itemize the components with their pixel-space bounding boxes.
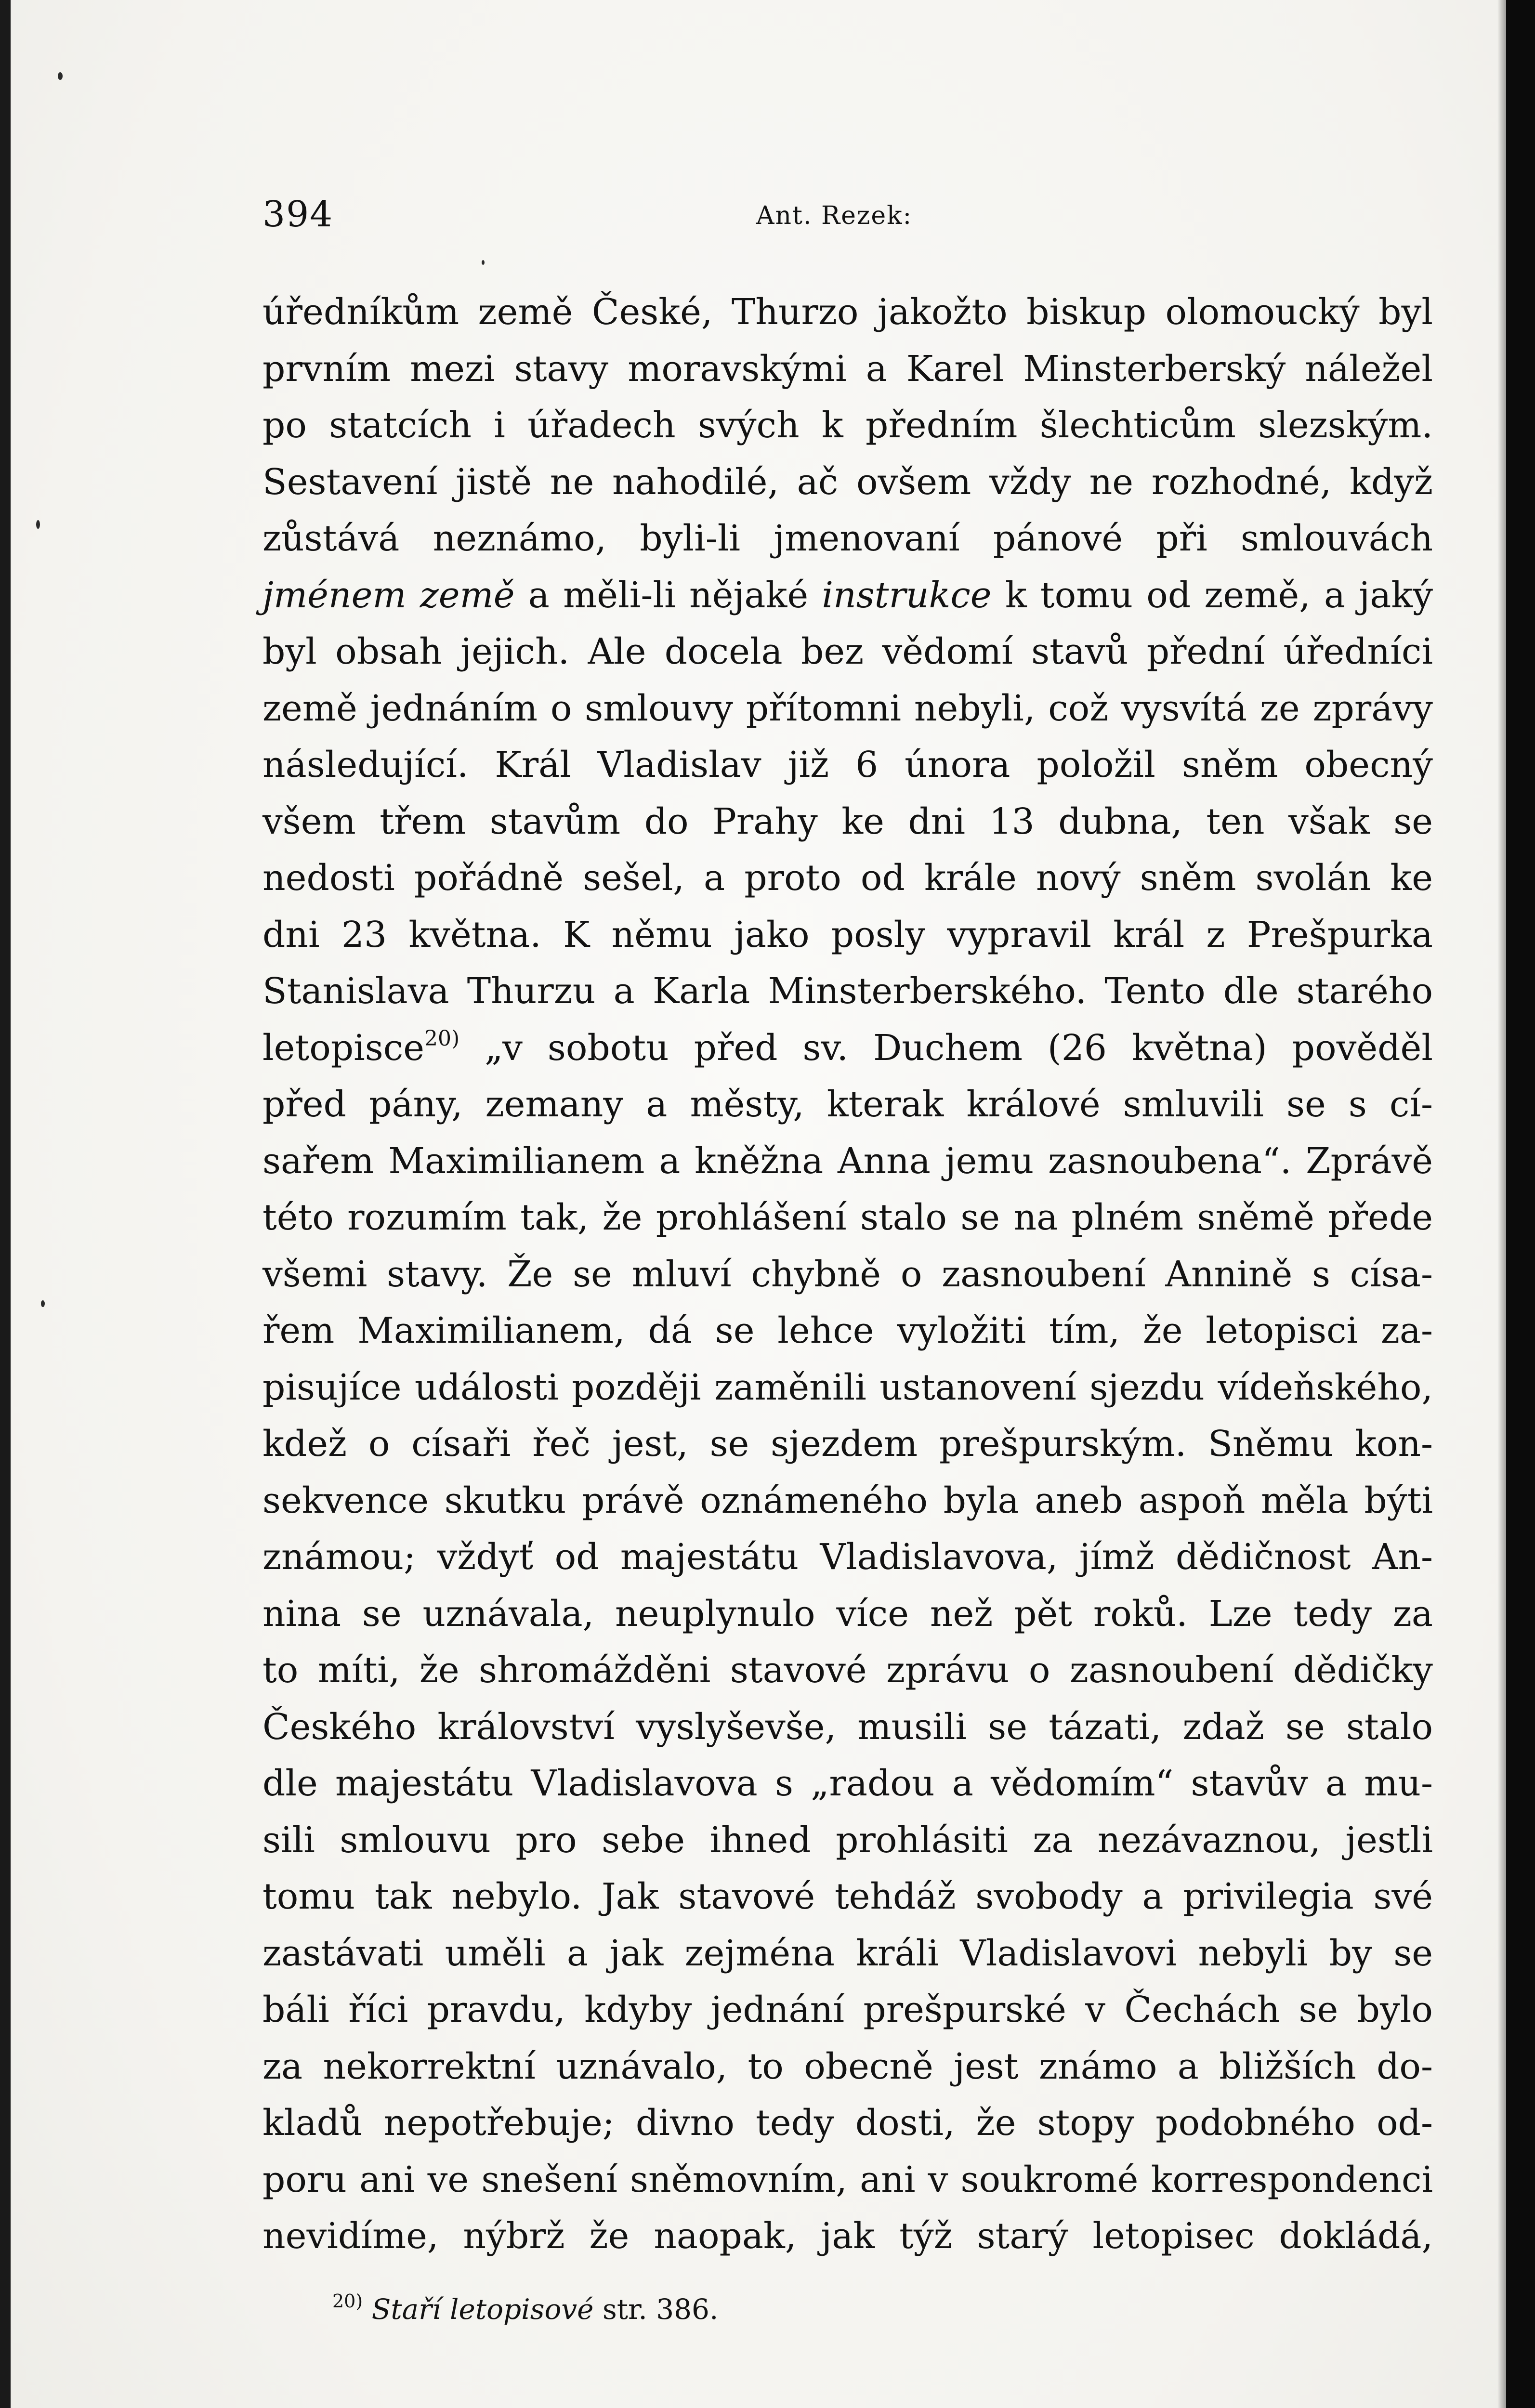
text-run: byl obsah jejich. Ale docela bez vědomí stavů přední úředníci (262, 631, 1433, 672)
text-run: dle majestátu Vladislavova s „radou a vědomím“ stavův a mu- (262, 1763, 1433, 1804)
text-run: úředníkům země České, Thurzo jakožto biskup olomoucký byl (262, 291, 1433, 333)
text-line (262, 1020, 1433, 1077)
text-run: všem třem stavům do Prahy ke dni 13 dubna, ten však se (262, 800, 1433, 842)
page-header (262, 190, 1433, 238)
text-run: po statcích i úřadech svých k předním šlechticům slezským. (262, 405, 1433, 446)
text-line (262, 963, 1433, 1020)
text-line (262, 1416, 1433, 1473)
text-line (262, 1925, 1433, 1982)
text-run: za nekorrektní uznávalo, to obecně jest známo a bližších do- (262, 2045, 1433, 2087)
scan-speck (482, 260, 485, 265)
footnote (332, 2285, 718, 2333)
text-line (262, 567, 1433, 624)
text-run: Sestavení jistě ne nahodilé, ač ovšem vždy ne rozhodné, když (262, 461, 1433, 503)
text-run: řem Maximilianem, dá se lehce vyložiti tím, že letopisci za- (262, 1310, 1433, 1351)
text-line (262, 850, 1433, 907)
text-line (262, 2039, 1433, 2095)
text-line (262, 510, 1433, 567)
text-line (262, 1755, 1433, 1812)
text-run: a měli-li nějaké (514, 574, 822, 616)
text-line (262, 1303, 1433, 1360)
text-line (262, 341, 1433, 398)
scan-edge-left (0, 0, 11, 2408)
text-run: prvním mezi stavy moravskými a Karel Minsterberský náležel (262, 348, 1433, 390)
text-line (262, 2152, 1433, 2209)
text-line (262, 794, 1433, 851)
text-run: poru ani ve snešení sněmovním, ani v soukromé korrespondenci (262, 2159, 1433, 2200)
text-line (262, 1812, 1433, 1869)
italic-phrase: instrukce (822, 574, 992, 616)
text-line (262, 1190, 1433, 1246)
text-run: to míti, že shromážděni stavové zprávu o zasnoubení dědičky (262, 1649, 1433, 1691)
text-line (262, 1473, 1433, 1530)
text-line (262, 1360, 1433, 1416)
text-line (262, 2208, 1433, 2265)
text-line (262, 1529, 1433, 1586)
text-run: zastávati uměli a jak zejména králi Vladislavovi nebyli by se (262, 1932, 1433, 1974)
footnote-page-ref: str. 386. (593, 2293, 719, 2326)
text-line (262, 1982, 1433, 2039)
text-run: kladů nepotřebuje; divno tedy dosti, že stopy podobného od- (262, 2102, 1433, 2144)
text-run: kdež o císaři řeč jest, se sjezdem prešpurským. Sněmu kon- (262, 1423, 1433, 1465)
text-line (262, 1699, 1433, 1756)
text-run: nevidíme, nýbrž že naopak, jak týž starý letopisec dokládá, (262, 2215, 1433, 2257)
text-run: letopisce (262, 1027, 424, 1069)
text-line (262, 1642, 1433, 1699)
text-run: sekvence skutku právě oznámeného byla aneb aspoň měla býti (262, 1479, 1433, 1521)
page-number: 394 (262, 194, 334, 235)
text-run: pisujíce události později zaměnili ustanovení sjezdu vídeňského, (262, 1366, 1433, 1408)
text-line (262, 454, 1433, 511)
text-line (262, 397, 1433, 454)
text-run: známou; vždyť od majestátu Vladislavova, jímž dědičnost An- (262, 1536, 1433, 1578)
text-run: k tomu od země, a jaký (991, 574, 1433, 616)
scan-edge-right (1506, 0, 1535, 2408)
body-text (262, 284, 1433, 2265)
scan-shadow-right (1497, 0, 1506, 2408)
text-line (262, 1869, 1433, 1925)
text-line (262, 2095, 1433, 2152)
text-line (262, 1133, 1433, 1190)
text-run: před pány, zemany a městy, kterak králové smluvili se s cí- (262, 1084, 1433, 1125)
text-run: nedosti pořádně sešel, a proto od krále nový sněm svolán ke (262, 857, 1433, 899)
text-run: dni 23 května. K němu jako posly vypravil král z Prešpurka (262, 914, 1433, 955)
text-line (262, 1586, 1433, 1643)
scan-speck (58, 72, 63, 80)
text-line (262, 681, 1433, 737)
scan-speck (36, 520, 40, 529)
text-line (262, 1076, 1433, 1133)
text-run: Stanislava Thurzu a Karla Minsterberského. Tento dle starého (262, 970, 1433, 1012)
text-line (262, 624, 1433, 681)
italic-phrase: jménem země (262, 574, 515, 616)
text-run: Českého království vyslyševše, musili se tázati, zdaž se stalo (262, 1706, 1433, 1748)
text-run: všemi stavy. Že se mluví chybně o zasnoubení Annině s císa- (262, 1253, 1433, 1295)
text-run: následující. Král Vladislav již 6 února položil sněm obecný (262, 744, 1433, 785)
text-line (262, 907, 1433, 964)
text-line (262, 284, 1433, 341)
text-line (262, 737, 1433, 794)
text-run: sařem Maximilianem a kněžna Anna jemu zasnoubena“. Zprávě (262, 1140, 1433, 1182)
text-run: země jednáním o smlouvy přítomni nebyli, což vysvítá ze zprávy (262, 687, 1433, 729)
footnote-source-title: Staří letopisové (371, 2293, 594, 2326)
text-run: sili smlouvu pro sebe ihned prohlásiti za nezávaznou, jestli (262, 1819, 1433, 1861)
text-run: této rozumím tak, že prohlášení stalo se na plném sněmě přede (262, 1197, 1433, 1238)
running-head: Ant. Rezek: (756, 201, 913, 230)
text-run: báli říci pravdu, kdyby jednání prešpurské v Čechách se bylo (262, 1989, 1433, 2030)
text-run: „v sobotu před sv. Duchem (26 května) pověděl (459, 1027, 1433, 1069)
footnote-marker: 20) (332, 2290, 363, 2312)
footnote-reference: 20) (424, 1026, 460, 1051)
text-run: nina se uznávala, neuplynulo více než pět roků. Lze tedy za (262, 1593, 1433, 1635)
text-run: tomu tak nebylo. Jak stavové tehdáž svobody a privilegia své (262, 1876, 1433, 1917)
text-run: zůstává neznámo, byli-li jmenovaní pánové při smlouvách (262, 518, 1433, 559)
text-line (262, 1246, 1433, 1303)
scan-speck (41, 1300, 45, 1307)
